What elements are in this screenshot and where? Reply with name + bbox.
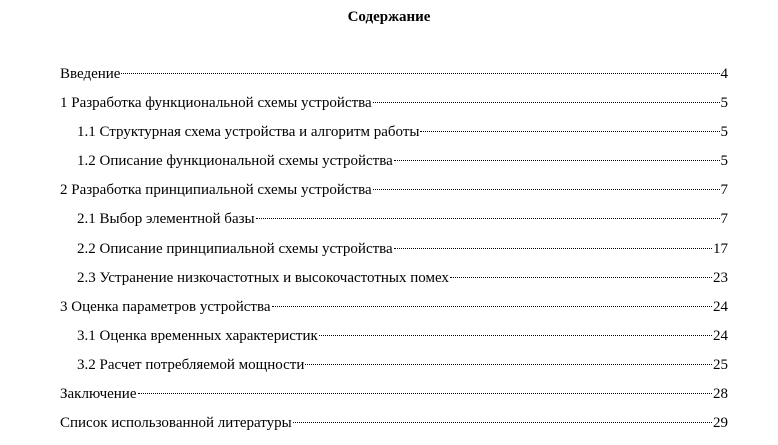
toc-entry-text: 2.3 Устранение низкочастотных и высокочастотных помех	[77, 269, 449, 286]
toc-page-number: 5	[720, 153, 728, 170]
toc-entry	[60, 179, 728, 208]
toc-page-number: 5	[720, 95, 728, 112]
toc-page-number: 28	[713, 386, 728, 403]
toc-page-number: 24	[713, 327, 728, 344]
dot-leader	[138, 393, 713, 394]
toc-page-number: 24	[713, 298, 728, 315]
dot-leader	[420, 131, 719, 132]
dot-leader	[256, 218, 720, 219]
toc-entry-text: 3.2 Расчет потребляемой мощности	[77, 356, 305, 373]
toc-entry-text: 2.2 Описание принципиальной схемы устройства	[77, 240, 393, 257]
dot-leader	[272, 306, 712, 307]
toc-entry-text: Введение	[60, 66, 121, 82]
toc-entry-text: 1.1 Структурная схема устройства и алгоритм работы	[77, 124, 420, 141]
toc-entry-text: 3 Оценка параметров устройства	[60, 298, 271, 315]
toc-entry-text: 1 Разработка функциональной схемы устройства	[60, 95, 372, 112]
dot-leader	[293, 422, 712, 423]
toc-entry-text: Заключение	[60, 386, 137, 403]
toc-entry	[60, 238, 728, 267]
dot-leader	[319, 335, 712, 336]
dot-leader	[450, 277, 712, 278]
dot-leader	[305, 364, 712, 365]
toc-entry	[60, 267, 728, 296]
toc-page-number: 7	[720, 182, 728, 199]
dot-leader	[121, 73, 719, 74]
dot-leader	[373, 102, 720, 103]
toc-page-number: 29	[713, 415, 728, 432]
toc-entry-text: 1.2 Описание функциональной схемы устройства	[77, 153, 393, 170]
toc-entry	[60, 150, 728, 179]
toc-entry-text: 2 Разработка принципиальной схемы устройства	[60, 182, 372, 199]
toc-page-number: 7	[720, 211, 728, 228]
toc-entry-text: 2.1 Выбор элементной базы	[77, 211, 255, 228]
toc-entry	[60, 208, 728, 237]
toc-page-number: 25	[713, 356, 728, 373]
toc-title: Содержание	[347, 9, 431, 25]
toc-page-number: 4	[720, 66, 728, 82]
dot-leader	[394, 160, 720, 161]
toc-entry	[60, 296, 728, 325]
toc-entry-text: 3.1 Оценка временных характеристик	[77, 327, 318, 344]
toc-entry	[60, 412, 728, 441]
toc-entry	[60, 383, 728, 412]
toc-entry	[60, 121, 728, 150]
dot-leader	[394, 248, 712, 249]
dot-leader	[373, 189, 720, 190]
toc-list	[60, 63, 728, 441]
toc-entry	[60, 92, 728, 121]
toc-page-number: 23	[713, 269, 728, 286]
toc-entry	[60, 354, 728, 383]
toc-page-number: 17	[713, 240, 728, 257]
toc-entry-text: Список использованной литературы	[60, 415, 292, 432]
toc-entry	[60, 63, 728, 92]
toc-page-number: 5	[720, 124, 728, 141]
toc-entry	[60, 325, 728, 354]
